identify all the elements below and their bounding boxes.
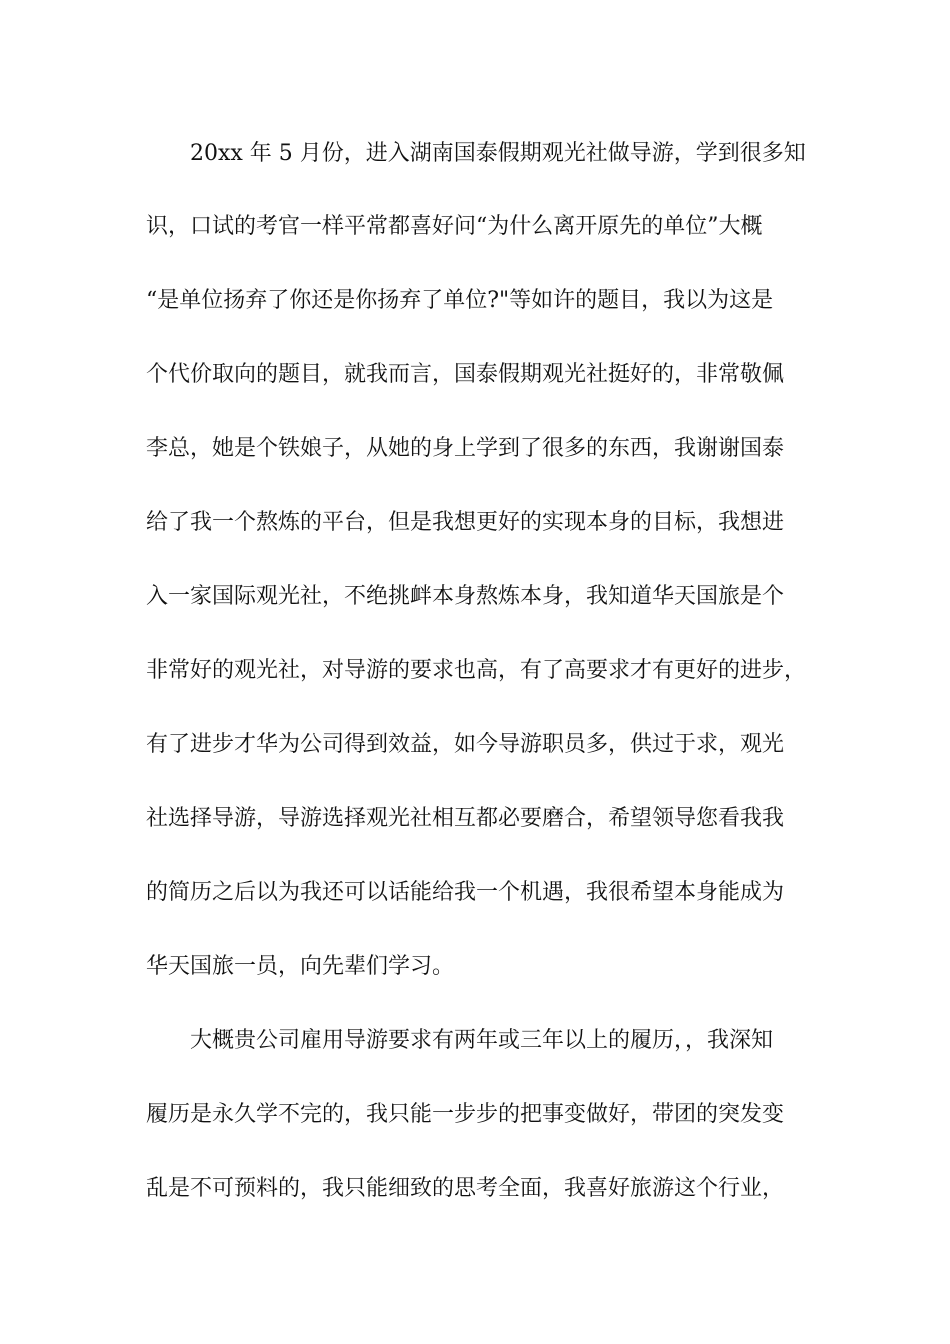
text-line: 给了我一个熬炼的平台，但是我想更好的实现本身的目标，我想进 (146, 510, 785, 535)
text-line: 华天国旅一员，向先辈们学习。 (146, 954, 455, 979)
text-line: 识，口试的考官一样平常都喜好问“为什么离开原先的单位”大概 (146, 214, 763, 239)
text-line: “是单位扬弃了你还是你扬弃了单位?"等如许的题目，我以为这是 (146, 288, 774, 313)
text-line: 入一家国际观光社，不绝挑衅本身熬炼本身，我知道华天国旅是个 (146, 584, 785, 609)
text-line: 社选择导游，导游选择观光社相互都必要磨合，希望领导您看我我 (146, 806, 785, 831)
text-line: 有了进步才华为公司得到效益，如今导游职员多，供过于求，观光 (146, 732, 785, 757)
text-line: 个代价取向的题目，就我而言，国泰假期观光社挺好的，非常敬佩 (146, 362, 785, 387)
text-line: 李总，她是个铁娘子，从她的身上学到了很多的东西，我谢谢国泰 (146, 436, 785, 461)
text-line: 的简历之后以为我还可以话能给我一个机遇，我很希望本身能成为 (146, 880, 785, 905)
text-line: 大概贵公司雇用导游要求有两年或三年以上的履历，，我深知 (190, 1028, 774, 1053)
text-line: 履历是永久学不完的，我只能一步步的把事变做好，带团的突发变 (146, 1102, 785, 1127)
text-line: 20xx 年 5 月份，进入湖南国泰假期观光社做导游，学到很多知 (190, 141, 806, 166)
text-line: 乱是不可预料的，我只能细致的思考全面，我喜好旅游这个行业， (146, 1176, 785, 1201)
text-line: 非常好的观光社，对导游的要求也高，有了高要求才有更好的进步， (146, 658, 807, 683)
